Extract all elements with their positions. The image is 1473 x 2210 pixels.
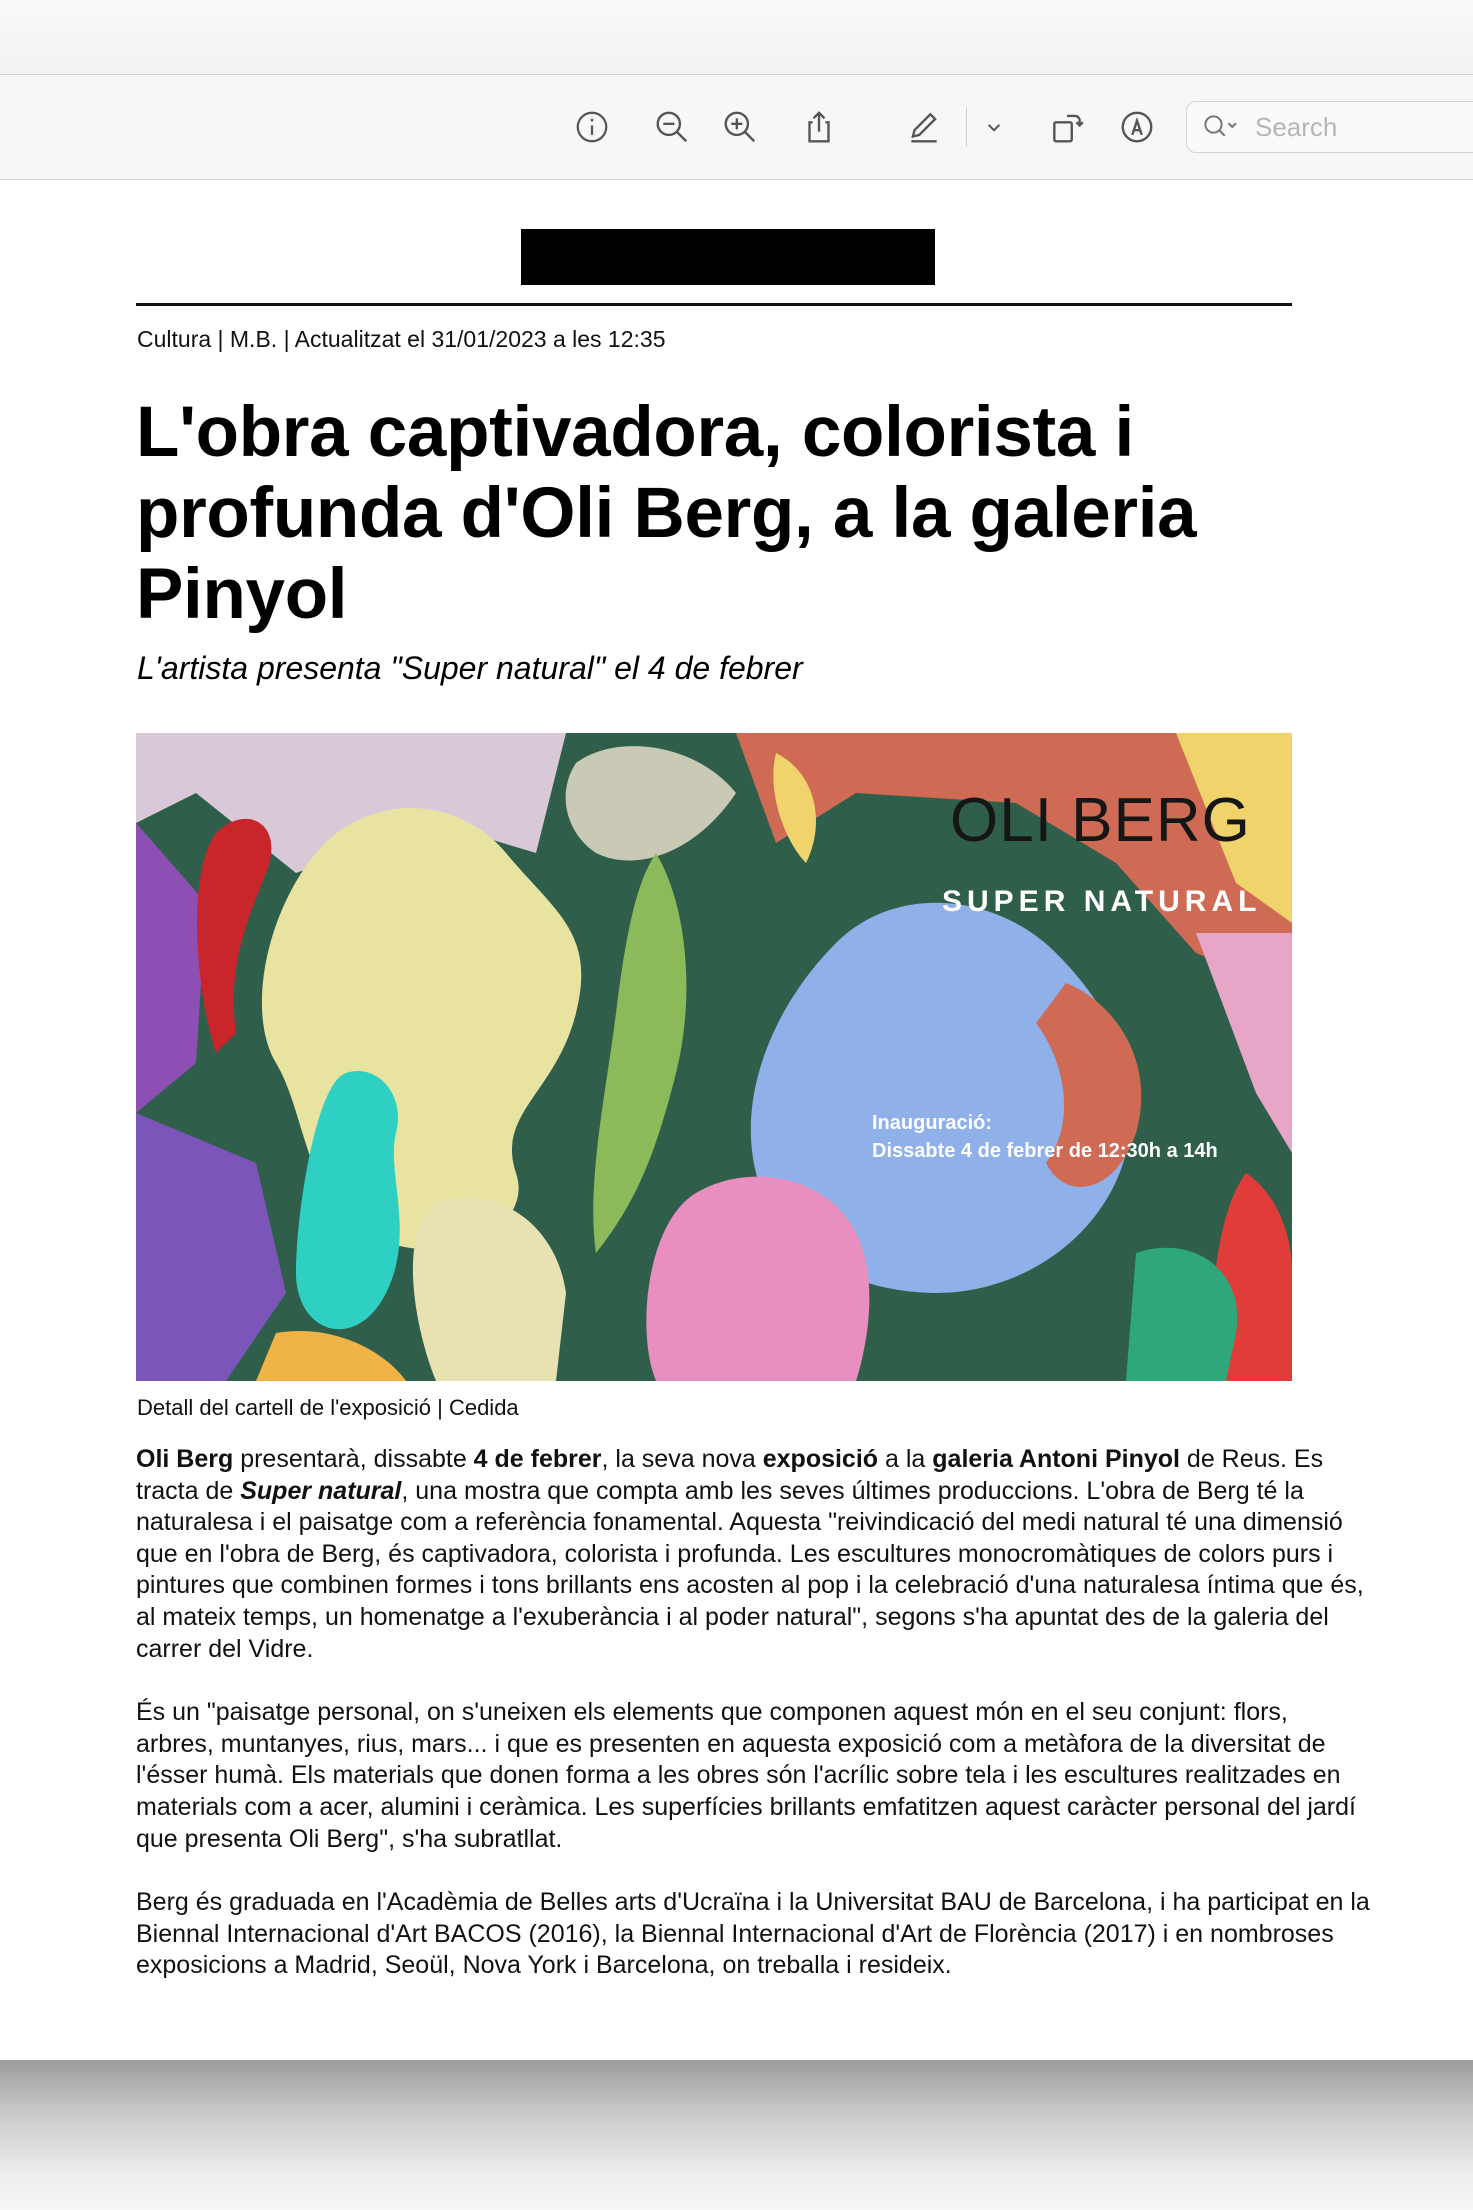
article-paragraph-3: Berg és graduada en l'Acadèmia de Belles arts d'Ucraïna i la Universitat BAU de Barcelona, i ha participat en la Biennal Internacional d'Art BACOS (2016), la Biennal Internacional d'Art de Florència (2017) i en nombroses exposicions a Madrid, Seoül, Nova York i Barcelona, on treballa i resideix. [136,1888,1370,1980]
text-span: a la [878,1445,933,1473]
image-caption: Detall del cartell de l'exposició | Cedida [137,1395,519,1420]
poster-inauguration-label: Inauguració: [872,1112,993,1134]
redacted-logo [521,229,935,285]
preview-toolbar [0,75,1473,180]
article-headline: L'obra captivadora, colorista i profunda d'Oli Berg, a la galeria Pinyol [136,393,1197,634]
article-subtitle: L'artista presenta "Super natural" el 4 de febrer [137,650,803,686]
article-body [136,1444,1371,2014]
markup-pen-icon[interactable] [900,103,948,151]
poster-subtitle: SUPER NATURAL [942,885,1262,918]
search-field[interactable] [1186,101,1473,153]
zoom-out-icon[interactable] [648,103,696,151]
show-title-highlight: Super natural [240,1476,402,1505]
page-shadow [0,2060,1473,2210]
zoom-in-icon[interactable] [716,103,764,151]
article-meta: Cultura | M.B. | Actualitzat el 31/01/2023 a les 12:35 [137,326,666,352]
poster-inauguration [872,1109,1218,1165]
artist-name: Oli Berg [136,1445,234,1473]
article-paragraph-1 [136,1444,1371,1665]
article-paragraph-2: És un "paisatge personal, on s'uneixen els elements que componen aquest món en el seu conjunt: flors, arbres, muntanyes, rius, mars... i que es presenten en aquesta exposició com a metàfora de la diversitat de l'ésser humà. Els materials que donen forma a les obres són l'acrílic sobre tela i les escultures realitzades en materials com a acer, alumini i ceràmica. Les superfícies brillants emfatitzen aquest caràcter personal del jardí que presenta Oli Berg", s'ha subratllat. [136,1698,1356,1853]
poster-title: OLI BERG [950,786,1251,855]
info-icon[interactable] [568,103,616,151]
rotate-icon[interactable] [1043,103,1091,151]
text-span: , una mostra que compta amb les seves últimes produccions. L'obra de Berg té la naturalesa i el paisatge com a referència fonamental. Aquesta "reivindicació del medi natural té una dimensió que en l'obra de Berg, és captivadora, colorista i profunda. Les escultures monocromàtiques de colors purs i pintures que combinen formes i tons brillants ens acosten al pop i la celebració d'una naturalesa íntima que és, al mateix temps, un homenatge a l'exuberància i al poder natural", segons s'ha apuntat des de la galeria del carrer del Vidre. [136,1476,1364,1663]
text-span: , la seva nova [601,1445,763,1473]
window-titlebar [0,0,1473,75]
search-icon [1201,112,1241,142]
date-highlight: 4 de febrer [473,1445,602,1473]
gallery-highlight: galeria Antoni Pinyol [932,1445,1180,1473]
text-span: de Reus. Es tracta de [136,1445,1324,1505]
share-icon[interactable] [795,103,843,151]
exhibition-highlight: exposició [762,1445,879,1473]
chevron-down-icon[interactable] [970,103,1018,151]
document-page [0,180,1473,2060]
search-input[interactable] [1253,111,1457,144]
toolbar-separator [966,107,967,147]
header-rule [136,303,1292,306]
text-span: presentarà, dissabte [233,1445,474,1473]
poster-inauguration-date: Dissabte 4 de febrer de 12:30h a 14h [872,1140,1218,1162]
exhibition-poster-image [136,733,1292,1381]
annotate-icon[interactable] [1113,103,1161,151]
